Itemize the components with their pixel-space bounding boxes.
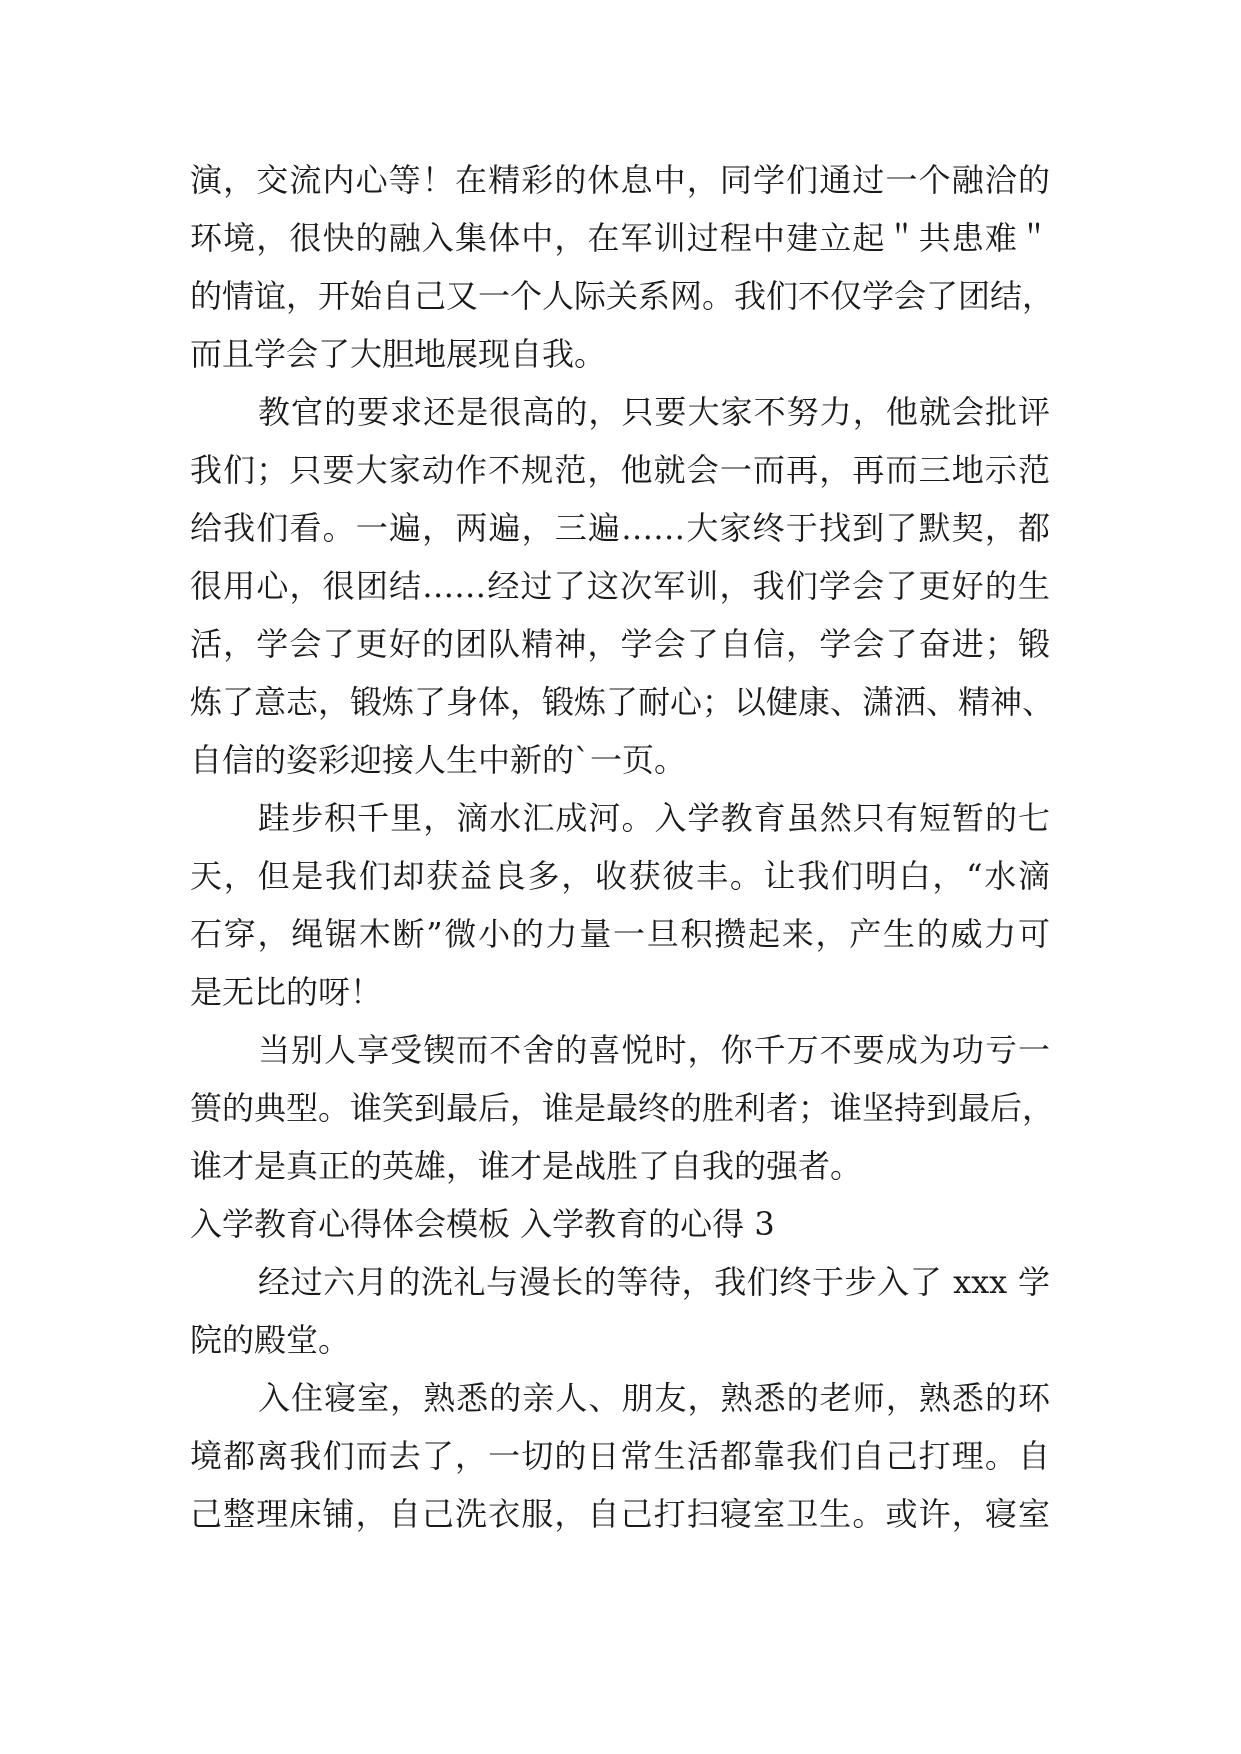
paragraph-line: 环境，很快的融入集体中，在军训过程中建立起＂共患难＂ bbox=[190, 219, 1050, 257]
paragraph-line: 石穿，绳锯木断”微小的力量一旦积攒起来，产生的威力可 bbox=[190, 915, 1050, 953]
paragraph-line: 境都离我们而去了，一切的日常生活都靠我们自己打理。自 bbox=[190, 1437, 1050, 1475]
paragraph-line: 我们；只要大家动作不规范，他就会一而再，再而三地示范 bbox=[190, 451, 1050, 489]
paragraph-line: 谁才是真正的英雄，谁才是战胜了自我的强者。 bbox=[190, 1147, 863, 1185]
paragraph-line: 院的殿堂。 bbox=[190, 1321, 351, 1359]
paragraph-line: 活，学会了更好的团队精神，学会了自信，学会了奋进；锻 bbox=[190, 625, 1050, 663]
paragraph-line: 己整理床铺，自己洗衣服，自己打扫寝室卫生。或许，寝室 bbox=[190, 1495, 1050, 1533]
paragraph-first-line: 教官的要求还是很高的，只要大家不努力，他就会批评 bbox=[258, 393, 1050, 431]
paragraph-line: 的情谊，开始自己又一个人际关系网。我们不仅学会了团结， bbox=[190, 277, 1055, 315]
paragraph-line: 天，但是我们却获益良多，收获彼丰。让我们明白，“水滴 bbox=[190, 857, 1050, 895]
paragraph-first-line: 经过六月的洗礼与漫长的等待，我们终于步入了 xxx 学 bbox=[258, 1263, 1050, 1301]
section-heading: 入学教育心得体会模板 入学教育的心得 3 bbox=[190, 1205, 775, 1243]
paragraph-line: 给我们看。一遍，两遍，三遍……大家终于找到了默契，都 bbox=[190, 509, 1050, 547]
paragraph-first-line: 跬步积千里，滴水汇成河。入学教育虽然只有短暂的七 bbox=[258, 799, 1050, 837]
paragraph-first-line: 入住寝室，熟悉的亲人、朋友，熟悉的老师，熟悉的环 bbox=[258, 1379, 1050, 1417]
paragraph-line: 演，交流内心等！在精彩的休息中，同学们通过一个融洽的 bbox=[190, 161, 1050, 199]
paragraph-line: 篑的典型。谁笑到最后，谁是最终的胜利者；谁坚持到最后， bbox=[190, 1089, 1055, 1127]
paragraph-line: 很用心，很团结……经过了这次军训，我们学会了更好的生 bbox=[190, 567, 1050, 605]
paragraph-line: 炼了意志，锻炼了身体，锻炼了耐心；以健康、潇洒、精神、 bbox=[190, 683, 1055, 721]
paragraph-line: 而且学会了大胆地展现自我。 bbox=[190, 335, 607, 373]
paragraph-first-line: 当别人享受锲而不舍的喜悦时，你千万不要成为功亏一 bbox=[258, 1031, 1050, 1069]
paragraph-line: 是无比的呀！ bbox=[190, 973, 383, 1011]
paragraph-line: 自信的姿彩迎接人生中新的`一页。 bbox=[190, 741, 687, 779]
